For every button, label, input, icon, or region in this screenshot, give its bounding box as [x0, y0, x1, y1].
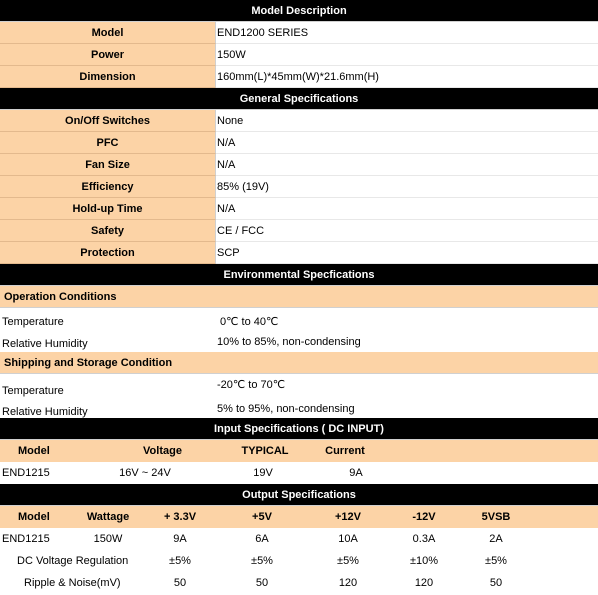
subsection-operation-conditions: [0, 286, 598, 308]
ripple-cell: 50: [489, 577, 503, 589]
section-title: Model Description: [251, 4, 347, 17]
input-table-header: [0, 440, 598, 462]
spec-label: Model: [0, 22, 216, 44]
spec-value: END1200 SERIES: [216, 22, 598, 44]
spec-row-efficiency: [0, 176, 598, 198]
output-ripple-row: [0, 572, 598, 594]
spec-label: Power: [0, 44, 216, 66]
ripple-cell: 50: [173, 577, 187, 589]
spec-row-protection: [0, 242, 598, 264]
env-label: Relative Humidity: [2, 338, 88, 350]
section-title: General Specifications: [239, 92, 359, 105]
env-label: Temperature: [2, 385, 64, 397]
section-title: Environmental Specfications: [223, 268, 375, 281]
output-col-wattage: Wattage: [86, 511, 130, 523]
spec-label: Fan Size: [0, 154, 216, 176]
output-table-row: [0, 528, 598, 550]
env-row-operation-temperature: [0, 308, 598, 330]
spec-label: Efficiency: [0, 176, 216, 198]
ripple-cell: 120: [338, 577, 358, 589]
spec-label: Safety: [0, 220, 216, 242]
spec-row-hold-up-time: [0, 198, 598, 220]
spec-row-on-off-switches: [0, 110, 598, 132]
output-regulation-row: [0, 550, 598, 572]
spec-value: None: [216, 110, 598, 132]
spec-row-power: [0, 44, 598, 66]
section-header-input-specifications: [0, 418, 598, 440]
output-cell-12v: 10A: [338, 533, 358, 545]
env-value: 5% to 95%, non-condensing: [217, 403, 355, 415]
spec-label: PFC: [0, 132, 216, 154]
output-cell-model: END1215: [2, 533, 50, 545]
input-col-model: Model: [18, 445, 50, 457]
spec-row-pfc: [0, 132, 598, 154]
section-header-model-description: [0, 0, 598, 22]
spec-value: N/A: [216, 198, 598, 220]
input-cell-typical: 19V: [253, 467, 273, 479]
input-table-row: [0, 462, 598, 484]
env-value: 10% to 85%, non-condensing: [217, 336, 361, 348]
regulation-cell: ±5%: [251, 555, 273, 567]
env-value: 0℃ to 40℃: [220, 316, 279, 328]
regulation-label: DC Voltage Regulation: [17, 555, 129, 567]
output-col-minus-12v: -12V: [412, 511, 436, 523]
output-col-12v: +12V: [335, 511, 361, 523]
env-label: Relative Humidity: [2, 406, 88, 418]
input-col-voltage: Voltage: [143, 445, 182, 457]
section-header-general-specifications: [0, 88, 598, 110]
spec-row-safety: [0, 220, 598, 242]
input-cell-current: 9A: [349, 467, 363, 479]
section-header-environmental: [0, 264, 598, 286]
section-title: Output Specifications: [242, 488, 356, 501]
spec-value: SCP: [216, 242, 598, 264]
ripple-cell: 50: [255, 577, 269, 589]
output-col-5vsb: 5VSB: [481, 511, 511, 523]
env-row-operation-humidity: [0, 330, 598, 352]
spec-value: 85% (19V): [216, 176, 598, 198]
output-col-model: Model: [18, 511, 50, 523]
ripple-cell: 120: [414, 577, 434, 589]
input-col-typical: TYPICAL: [241, 445, 289, 457]
subsection-title: Operation Conditions: [4, 290, 117, 303]
section-header-output-specifications: [0, 484, 598, 506]
spec-row-model: [0, 22, 598, 44]
regulation-cell: ±10%: [409, 555, 439, 567]
spec-row-dimension: [0, 66, 598, 88]
env-row-storage-humidity: [0, 398, 598, 420]
output-col-5v: +5V: [252, 511, 272, 523]
env-label: Temperature: [2, 316, 64, 328]
input-cell-model: END1215: [2, 467, 50, 479]
output-table-header: [0, 506, 598, 528]
spec-row-fan-size: [0, 154, 598, 176]
output-cell-3v3: 9A: [173, 533, 187, 545]
subsection-shipping-storage: [0, 352, 598, 374]
spec-label: On/Off Switches: [0, 110, 216, 132]
env-value: -20℃ to 70℃: [217, 379, 286, 391]
output-cell-minus-12v: 0.3A: [412, 533, 436, 545]
output-cell-5v: 6A: [255, 533, 269, 545]
spec-value: N/A: [216, 154, 598, 176]
input-col-current: Current: [325, 445, 365, 457]
spec-value: CE / FCC: [216, 220, 598, 242]
spec-value: 150W: [216, 44, 598, 66]
ripple-label: Ripple & Noise(mV): [24, 577, 121, 589]
spec-label: Hold-up Time: [0, 198, 216, 220]
spec-value: 160mm(L)*45mm(W)*21.6mm(H): [216, 66, 598, 88]
output-cell-wattage: 150W: [93, 533, 123, 545]
spec-label: Dimension: [0, 66, 216, 88]
spec-label: Protection: [0, 242, 216, 264]
section-title: Input Specifications ( DC INPUT): [214, 422, 384, 435]
regulation-cell: ±5%: [485, 555, 507, 567]
subsection-title: Shipping and Storage Condition: [4, 356, 173, 369]
env-row-storage-temperature: [0, 374, 598, 398]
spec-value: N/A: [216, 132, 598, 154]
regulation-cell: ±5%: [337, 555, 359, 567]
output-col-3v3: + 3.3V: [163, 511, 197, 523]
output-cell-5vsb: 2A: [489, 533, 503, 545]
input-cell-voltage: 16V ~ 24V: [119, 467, 171, 479]
regulation-cell: ±5%: [169, 555, 191, 567]
